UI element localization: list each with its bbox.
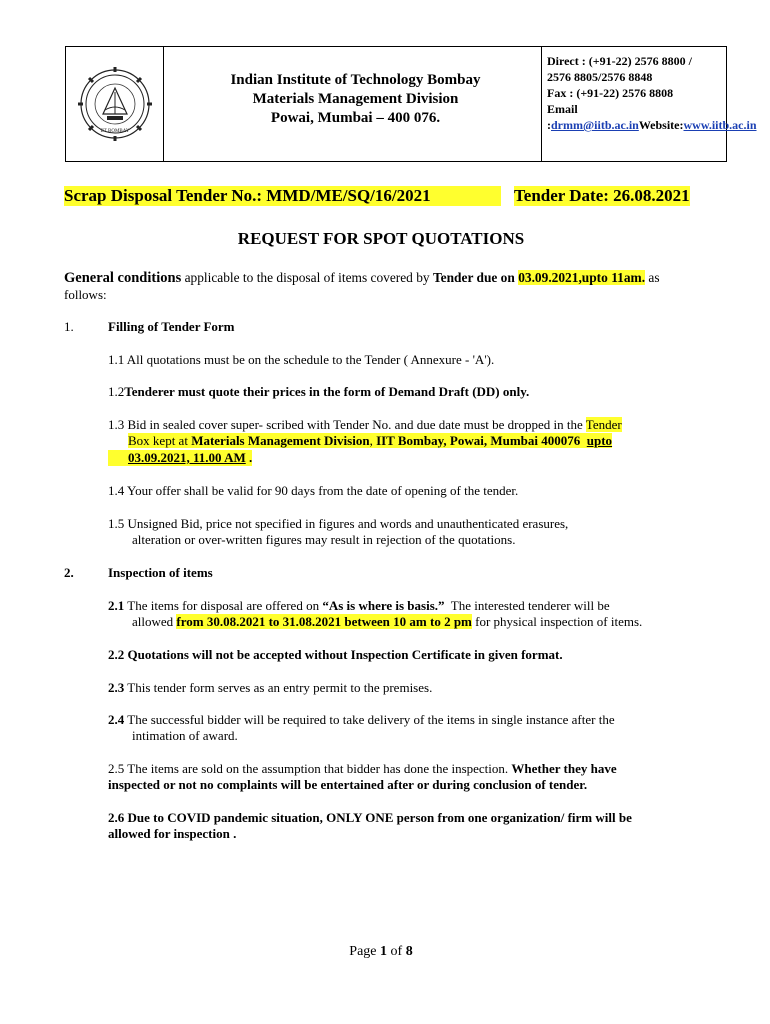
tender-number: Scrap Disposal Tender No.: MMD/ME/SQ/16/2021 — [64, 186, 501, 206]
section1-title: Filling of Tender Form — [108, 319, 235, 334]
item-2-4-line2: intimation of award. — [132, 728, 238, 743]
item-1-3-box-kept: Box kept at — [128, 433, 192, 448]
item-1-3-comma: , — [369, 433, 377, 448]
section2-title: Inspection of items — [108, 565, 213, 580]
item-1-3-tender-hl: Tender — [585, 417, 622, 432]
section2-number: 2. — [64, 565, 74, 580]
general-conditions-label: General conditions — [64, 270, 182, 286]
item-2-1-dates: from 30.08.2021 to 31.08.2021 between 10 am to 2 pm — [176, 614, 472, 629]
item-2-5-bold: Whether they have — [511, 761, 617, 776]
item-2-1-text: The items for disposal are offered on — [124, 598, 323, 613]
item-2-4-line1 — [108, 712, 615, 728]
direct-phone-line1: Direct : (+91-22) 2576 8800 / — [547, 54, 692, 68]
website-link[interactable]: www.iitb.ac.in — [683, 118, 757, 132]
item-2-1-line1 — [108, 598, 610, 614]
item-2-5-line1 — [108, 761, 617, 777]
iitb-logo-icon — [77, 66, 153, 142]
general-text: applicable to the disposal of items covered by — [181, 270, 433, 285]
institute-block — [174, 71, 537, 128]
total-pages: 8 — [405, 944, 413, 959]
item-2-6-line2: allowed for inspection . — [108, 826, 237, 841]
email-link[interactable]: drmm@iitb.ac.in — [551, 118, 639, 132]
item-1-3-line2 — [128, 433, 612, 449]
institute-address: Powai, Mumbai – 400 076. — [270, 110, 441, 126]
email-website-line — [547, 117, 757, 133]
item-2-1-end: for physical inspection of items. — [471, 614, 643, 629]
document-title: REQUEST FOR SPOT QUOTATIONS — [237, 229, 525, 248]
item-1-3-gap — [580, 433, 587, 448]
institute-cell — [164, 47, 542, 161]
item-2-6-line1: 2.6 Due to COVID pandemic situation, ONLY ONE person from one organization/ firm will be — [108, 810, 632, 825]
item-2-2: 2.2 Quotations will not be accepted without Inspection Certificate in given format. — [108, 647, 563, 662]
item-2-4-num: 2.4 — [108, 712, 125, 727]
item-1-3-division: Materials Management Division — [191, 433, 370, 448]
item-1-5-line2: alteration or over-written figures may result in rejection of the quotations. — [132, 532, 516, 547]
letterhead-table — [65, 46, 757, 162]
item-2-3 — [108, 680, 432, 696]
contact-cell — [542, 47, 757, 161]
logo-cell — [66, 47, 164, 161]
fax-number: Fax : (+91-22) 2576 8808 — [547, 86, 674, 100]
item-1-3-upto: upto — [586, 433, 613, 448]
item-1-3-line3 — [108, 450, 252, 466]
item-1-2 — [108, 384, 529, 400]
general-conditions-line — [64, 270, 660, 286]
email-prefix: : — [547, 118, 551, 132]
item-1-2-text: Tenderer must quote their prices in the form of Demand Draft (DD) only. — [124, 384, 530, 399]
page-number: 1 — [380, 944, 388, 959]
item-2-1-line2 — [132, 614, 642, 630]
general-as: as — [645, 270, 660, 285]
item-2-1-allowed: allowed — [132, 614, 177, 629]
item-1-2-num: 1.2 — [108, 384, 125, 399]
division-name: Materials Management Division — [252, 91, 459, 107]
item-1-3-end: . — [245, 450, 253, 465]
item-1-3-text: 1.3 Bid in sealed cover super- scribed with Tender No. and due date must be dropped in the — [108, 417, 586, 432]
item-2-3-text: This tender form serves as an entry permit to the premises. — [124, 680, 433, 695]
item-2-1-text2: The interested tenderer will be — [444, 598, 610, 613]
institute-name: Indian Institute of Technology Bombay — [230, 72, 481, 88]
contact-block — [547, 53, 757, 133]
item-2-1-num: 2.1 — [108, 598, 125, 613]
item-1-3-line1 — [108, 417, 622, 433]
item-1-3-date: 03.09.2021, 11.00 AM — [128, 450, 246, 465]
page-footer — [0, 943, 762, 960]
item-1-1: 1.1 All quotations must be on the schedule to the Tender ( Annexure - 'A'). — [108, 352, 495, 367]
general-follows: follows: — [64, 287, 107, 302]
page-word: Page — [349, 944, 381, 959]
tender-due-date: 03.09.2021,upto 11am. — [518, 270, 646, 285]
item-2-1-basis: “As is where is basis.” — [322, 598, 445, 613]
item-1-4: 1.4 Your offer shall be valid for 90 days from the date of opening of the tender. — [108, 483, 519, 498]
item-2-3-num: 2.3 — [108, 680, 125, 695]
tender-date: Tender Date: 26.08.2021 — [514, 186, 690, 205]
direct-phone-line2: 2576 8805/2576 8848 — [547, 70, 653, 84]
item-1-3-address: IIT Bombay, Powai, Mumbai 400076 — [376, 433, 581, 448]
tender-due-label: Tender due on — [432, 270, 519, 285]
of-word: of — [387, 944, 406, 959]
website-label: Website: — [638, 118, 684, 132]
item-2-5-text: 2.5 The items are sold on the assumption that bidder has done the inspection. — [108, 761, 512, 776]
item-2-4-text: The successful bidder will be required to take delivery of the items in single instance after the — [124, 712, 615, 727]
item-2-5-line2: inspected or not no complaints will be entertained after or during conclusion of tender. — [108, 777, 588, 792]
section1-number: 1. — [64, 319, 74, 334]
svg-text:IIT BOMBAY: IIT BOMBAY — [100, 129, 130, 134]
item-1-5-line1: 1.5 Unsigned Bid, price not specified in figures and words and unauthenticated erasures, — [108, 516, 569, 531]
email-label: Email — [547, 102, 578, 116]
